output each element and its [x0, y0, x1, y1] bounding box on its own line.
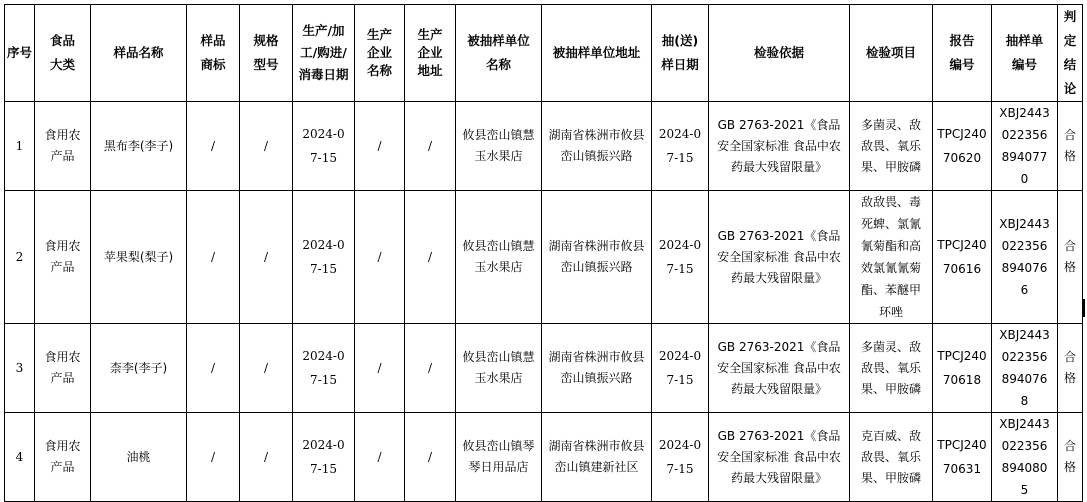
cell-unit-addr: 湖南省株洲市攸县峦山镇建新社区 [542, 413, 652, 502]
cell-report: TPCJ24070631 [933, 413, 992, 502]
cell-no: 3 [5, 324, 35, 413]
cell-maker-addr: / [405, 413, 456, 502]
cell-items: 克百威、敌敌畏、氧乐果、甲胺磷 [850, 413, 933, 502]
cell-category: 食用农产品 [35, 191, 91, 324]
table-row [5, 413, 1083, 502]
cell-no: 2 [5, 191, 35, 324]
cell-spec: / [240, 191, 293, 324]
cell-maker-addr: / [405, 191, 456, 324]
cell-sample-date: 2024-07-15 [652, 102, 709, 191]
sampling-results-table [4, 4, 1083, 502]
cell-name: 油桃 [91, 413, 187, 502]
cell-maker: / [355, 191, 405, 324]
col-header-category: 食品大类 [35, 5, 91, 102]
col-header-sheet: 抽样单编号 [992, 5, 1058, 102]
cell-spec: / [240, 324, 293, 413]
table-row [5, 191, 1083, 324]
cell-date: 2024-07-15 [293, 413, 355, 502]
cell-sheet: XBJ24430223568940770 [992, 102, 1058, 191]
cell-basis: GB 2763-2021《食品安全国家标准 食品中农药最大残留限量》 [709, 102, 850, 191]
cell-report: TPCJ24070620 [933, 102, 992, 191]
cell-unit: 攸县峦山镇慧玉水果店 [456, 324, 542, 413]
col-header-unit-addr: 被抽样单位地址 [542, 5, 652, 102]
cell-items: 多菌灵、敌敌畏、氧乐果、甲胺磷 [850, 324, 933, 413]
cell-maker: / [355, 324, 405, 413]
cell-basis: GB 2763-2021《食品安全国家标准 食品中农药最大残留限量》 [709, 324, 850, 413]
cell-maker: / [355, 413, 405, 502]
cell-basis: GB 2763-2021《食品安全国家标准 食品中农药最大残留限量》 [709, 413, 850, 502]
cell-date: 2024-07-15 [293, 191, 355, 324]
cell-date: 2024-07-15 [293, 324, 355, 413]
table-row [5, 324, 1083, 413]
cell-brand: / [187, 413, 240, 502]
cell-report: TPCJ24070618 [933, 324, 992, 413]
cell-spec: / [240, 102, 293, 191]
col-header-brand: 样品商标 [187, 5, 240, 102]
col-header-no: 序号 [5, 5, 35, 102]
col-header-basis: 检验依据 [709, 5, 850, 102]
cell-category: 食用农产品 [35, 413, 91, 502]
cell-name: 苹果梨(梨子) [91, 191, 187, 324]
cell-result: 合格 [1058, 324, 1083, 413]
col-header-spec: 规格型号 [240, 5, 293, 102]
col-header-unit: 被抽样单位名称 [456, 5, 542, 102]
cell-unit: 攸县峦山镇慧玉水果店 [456, 102, 542, 191]
col-header-date: 生产/加工/购进/消毒日期 [293, 5, 355, 102]
cell-brand: / [187, 102, 240, 191]
cell-basis: GB 2763-2021《食品安全国家标准 食品中农药最大残留限量》 [709, 191, 850, 324]
cell-spec: / [240, 413, 293, 502]
cell-sample-date: 2024-07-15 [652, 324, 709, 413]
cell-unit-addr: 湖南省株洲市攸县峦山镇振兴路 [542, 102, 652, 191]
col-header-items: 检验项目 [850, 5, 933, 102]
cell-unit-addr: 湖南省株洲市攸县峦山镇振兴路 [542, 191, 652, 324]
cell-name: 柰李(李子) [91, 324, 187, 413]
cell-report: TPCJ24070616 [933, 191, 992, 324]
cell-result: 合格 [1058, 102, 1083, 191]
cell-category: 食用农产品 [35, 324, 91, 413]
cell-name: 黑布李(李子) [91, 102, 187, 191]
cell-maker-addr: / [405, 324, 456, 413]
cell-result: 合格 [1058, 413, 1083, 502]
cell-maker-addr: / [405, 102, 456, 191]
col-header-maker-addr: 生产企业地址 [405, 5, 456, 102]
col-header-name: 样品名称 [91, 5, 187, 102]
cell-maker: / [355, 102, 405, 191]
col-header-sample-date: 抽(送)样日期 [652, 5, 709, 102]
cell-result: 合格 [1058, 191, 1083, 324]
col-header-maker: 生产企业名称 [355, 5, 405, 102]
cell-sheet: XBJ24430223568940805 [992, 413, 1058, 502]
cell-no: 4 [5, 413, 35, 502]
cell-category: 食用农产品 [35, 102, 91, 191]
cell-unit: 攸县峦山镇琴琴日用品店 [456, 413, 542, 502]
cell-sample-date: 2024-07-15 [652, 191, 709, 324]
edge-marker [1082, 299, 1085, 317]
cell-sheet: XBJ24430223568940768 [992, 324, 1058, 413]
header-row [5, 5, 1083, 102]
table-row [5, 102, 1083, 191]
col-header-result: 判定结论 [1058, 5, 1083, 102]
cell-no: 1 [5, 102, 35, 191]
cell-sample-date: 2024-07-15 [652, 413, 709, 502]
cell-items: 多菌灵、敌敌畏、氧乐果、甲胺磷 [850, 102, 933, 191]
cell-unit: 攸县峦山镇慧玉水果店 [456, 191, 542, 324]
col-header-report: 报告编号 [933, 5, 992, 102]
cell-brand: / [187, 191, 240, 324]
cell-date: 2024-07-15 [293, 102, 355, 191]
cell-unit-addr: 湖南省株洲市攸县峦山镇振兴路 [542, 324, 652, 413]
cell-brand: / [187, 324, 240, 413]
cell-items: 敌敌畏、毒死蜱、氯氰氰菊酯和高效氯氰氰菊酯、苯醚甲环唑 [850, 191, 933, 324]
cell-sheet: XBJ24430223568940766 [992, 191, 1058, 324]
